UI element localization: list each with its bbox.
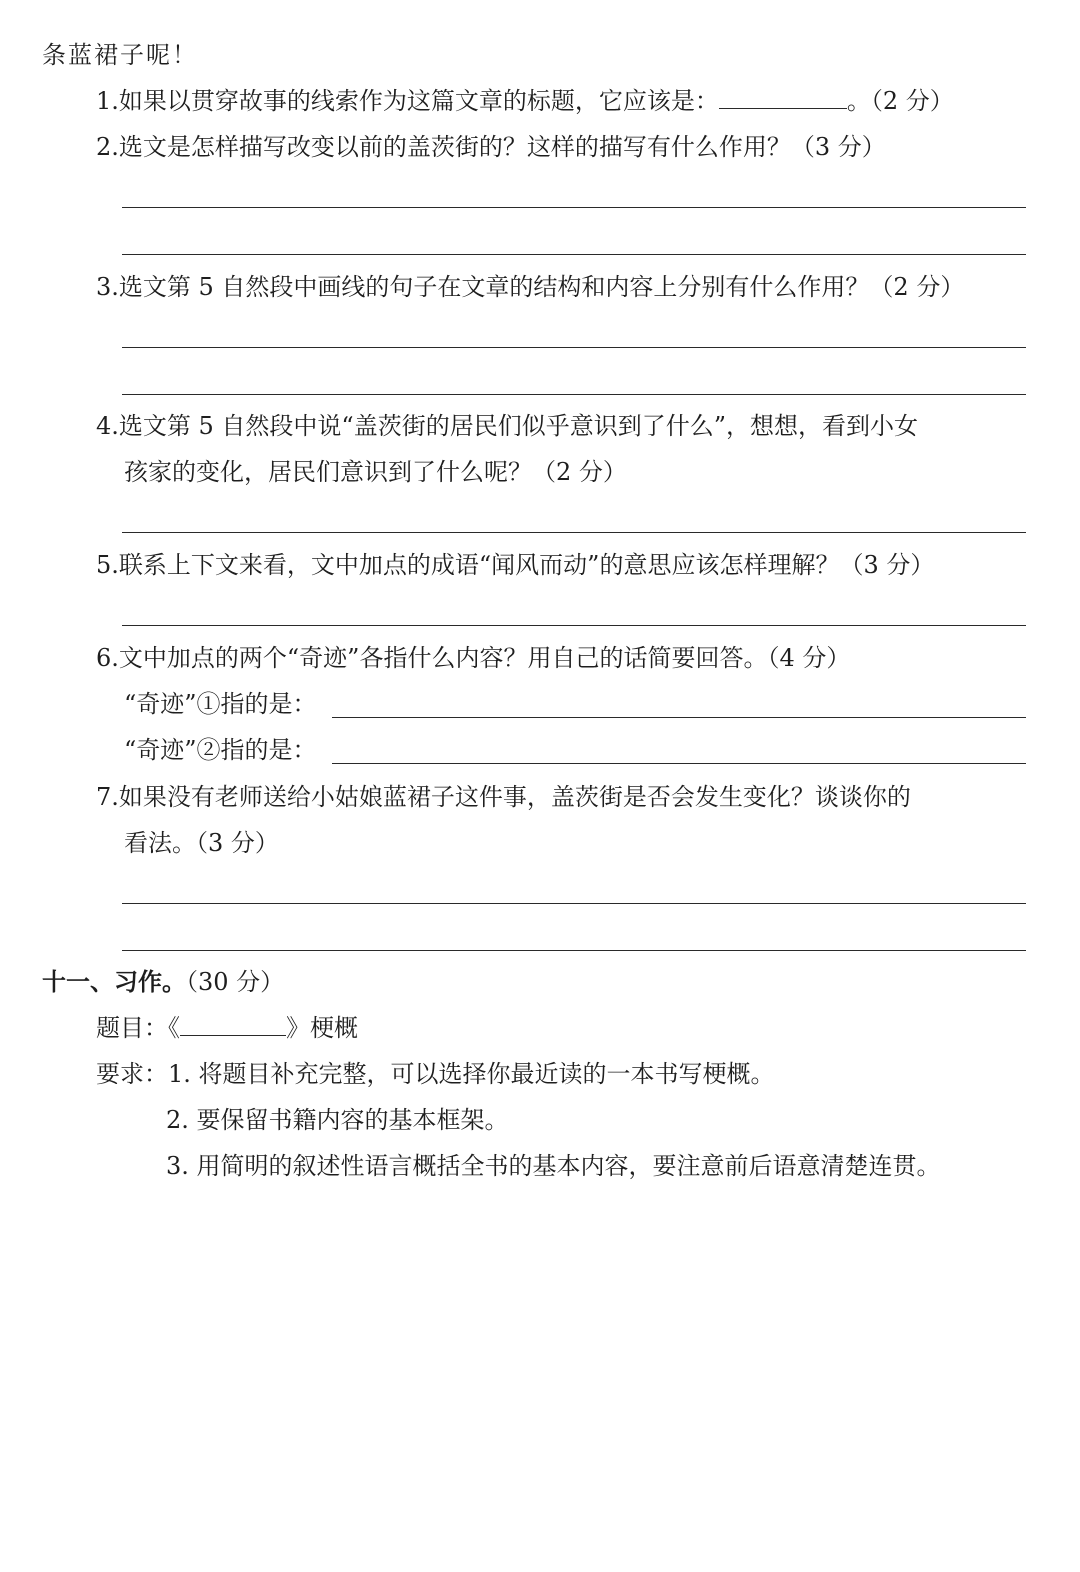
requirement-2: 2. 要保留书籍内容的基本框架。 [166,1106,509,1134]
question-number: 7. [96,783,119,811]
question-number: 2. [96,133,119,161]
question-7-continued: 看法。（3 分） [124,829,279,857]
question-text: 文中加点的两个“奇迹”各指什么内容？用自己的话简要回答。（4 分） [118,644,851,672]
answer-line[interactable] [122,532,1026,533]
title-prefix: 题目：《 [96,1014,180,1042]
question-text: 选文第 5 自然段中说“盖茨街的居民们似乎意识到了什么”，想想，看到小女 [118,412,918,440]
question-text: 选文第 5 自然段中画线的句子在文章的结构和内容上分别有什么作用？（2 分） [118,273,965,301]
answer-line[interactable] [122,207,1026,208]
section-score: （30 分） [186,968,285,996]
question-number: 4. [96,412,119,440]
question-number: 1. [96,87,119,115]
question-6 [96,643,850,673]
sub-question-2: “奇迹”②指的是： [124,736,317,764]
answer-line[interactable] [332,763,1026,764]
answer-line[interactable] [122,950,1026,951]
question-1 [96,86,954,116]
continuation-text: 条蓝裙子呢！ [42,41,198,69]
question-text: 如果没有老师送给小姑娘蓝裙子这件事，盖茨街是否会发生变化？谈谈你的 [118,783,911,811]
answer-line[interactable] [122,394,1026,395]
essay-title-line [96,1013,358,1043]
answer-line[interactable] [122,903,1026,904]
requirements-label: 要求： [96,1060,168,1088]
answer-blank[interactable] [719,86,847,109]
question-number: 3. [96,273,119,301]
question-number: 5. [96,551,119,579]
section-title: 十一、习作。 [42,967,186,996]
sub-question-1: “奇迹”①指的是： [124,690,317,718]
requirement-text: 1. 将题目补充完整，可以选择你最近读的一本书写梗概。 [168,1060,775,1088]
title-suffix: 》梗概 [286,1014,358,1042]
answer-line[interactable] [332,717,1026,718]
question-4-continued: 孩家的变化，居民们意识到了什么呢？（2 分） [124,458,627,486]
requirement-3: 3. 用简明的叙述性语言概括全书的基本内容，要注意前后语意清楚连贯。 [166,1152,941,1180]
question-5 [96,550,934,580]
question-number: 6. [96,644,119,672]
question-text: 如果以贯穿故事的线索作为这篇文章的标题，它应该是： [118,87,719,115]
answer-line[interactable] [122,625,1026,626]
question-text: 选文是怎样描写改变以前的盖茨街的？这样的描写有什么作用？（3 分） [118,133,886,161]
question-tail: 。（2 分） [846,87,954,115]
answer-line[interactable] [122,254,1026,255]
section-heading [42,967,284,997]
title-blank[interactable] [180,1013,286,1036]
requirement-1 [96,1059,775,1089]
question-4 [96,411,918,441]
question-3 [96,272,964,302]
question-text: 联系上下文来看，文中加点的成语“闻风而动”的意思应该怎样理解？（3 分） [118,551,935,579]
answer-line[interactable] [122,347,1026,348]
question-2 [96,132,886,162]
question-7 [96,782,911,812]
